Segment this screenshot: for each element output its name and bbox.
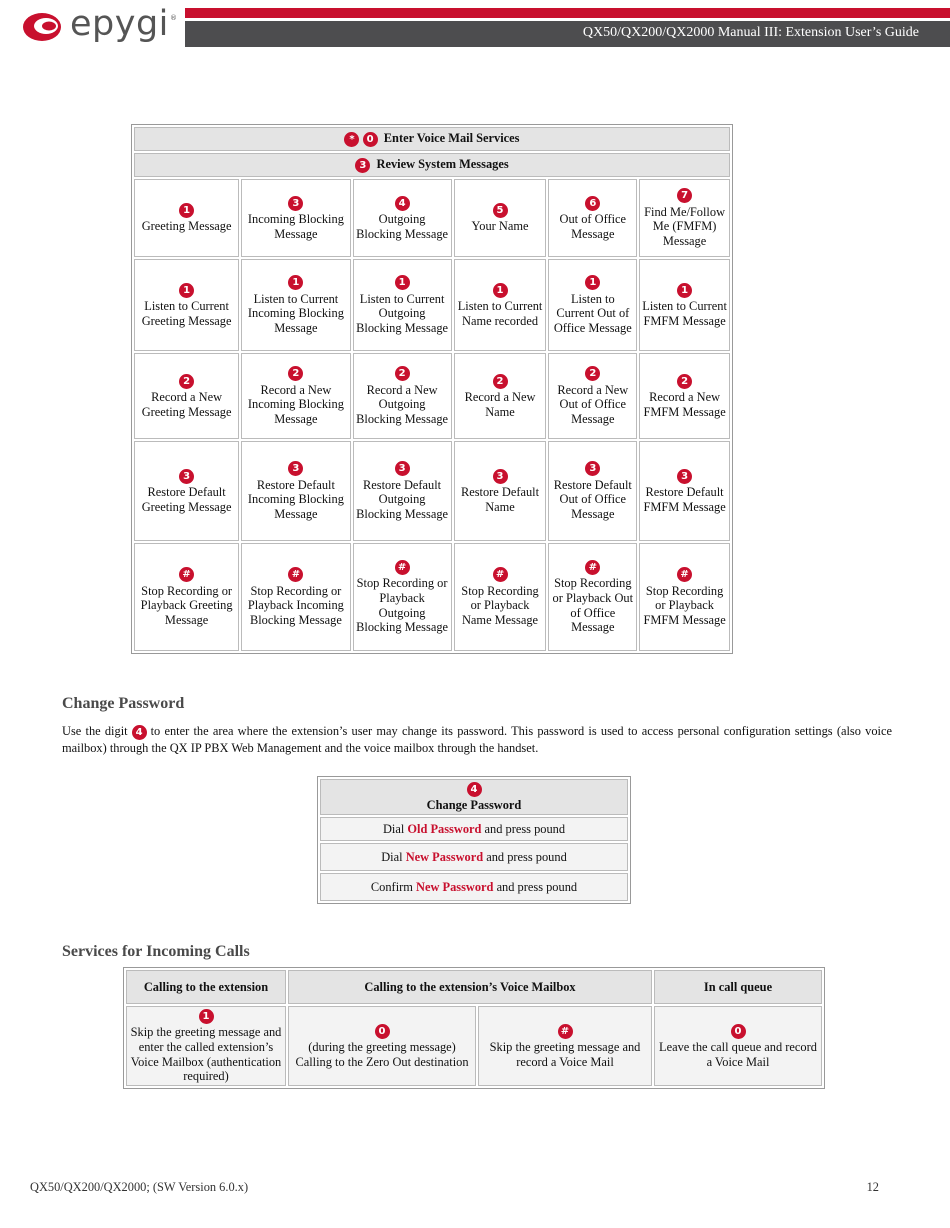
action-label: Listen to Current Name recorded	[457, 298, 543, 328]
action-cell	[241, 353, 350, 439]
change-password-heading: Change Password	[62, 695, 185, 712]
action-label: Stop Recording or Playback Name Message	[461, 583, 539, 627]
action-cell	[134, 543, 239, 651]
action-label: Stop Recording or Playback Incoming Blocking Message	[247, 583, 344, 627]
action-cell	[241, 259, 350, 351]
voicemail-action-rows	[134, 259, 730, 651]
key-icon: 7	[677, 188, 692, 203]
action-cell	[639, 259, 730, 351]
col-incoming-blocking	[241, 179, 350, 257]
action-label: Restore Default Incoming Blocking Message	[247, 477, 344, 521]
incoming-calls-table	[123, 967, 825, 1089]
action-cell	[548, 353, 637, 439]
action-label: Stop Recording or Playback FMFM Message	[643, 583, 726, 627]
col-label: Out of Office Message	[559, 211, 627, 241]
confirm-new-password-row	[320, 873, 628, 901]
row-prefix: Dial	[381, 849, 403, 864]
dial-old-password-row	[320, 817, 628, 841]
col-outgoing-blocking	[353, 179, 452, 257]
action-cell	[241, 543, 350, 651]
action-cell	[639, 441, 730, 541]
key-icon: 5	[493, 203, 508, 218]
key-icon: 1	[493, 283, 508, 298]
change-password-table	[317, 776, 631, 904]
action-label: Record a New Greeting Message	[141, 389, 232, 419]
row-suffix: and press pound	[484, 821, 566, 836]
key-4-icon: 4	[467, 782, 482, 797]
dial-new-password-row	[320, 843, 628, 871]
action-cell	[134, 259, 239, 351]
action-label: Record a New Name	[464, 389, 536, 419]
cell-label: Skip the greeting message and enter the called extension’s Voice Mailbox (authentication required)	[130, 1025, 282, 1084]
key-icon: 2	[395, 366, 410, 381]
key-icon: 1	[677, 283, 692, 298]
key-icon: 1	[395, 275, 410, 290]
row-emphasis: Old Password	[407, 821, 482, 836]
cell-label: Skip the greeting message and record a Voice Mail	[489, 1039, 641, 1069]
leave-queue-cell	[654, 1006, 822, 1086]
action-cell	[548, 543, 637, 651]
change-password-table-title	[320, 779, 628, 815]
key-icon: 3	[677, 469, 692, 484]
action-row	[134, 441, 730, 541]
enter-voicemail-row	[134, 127, 730, 151]
key-icon: #	[395, 560, 410, 575]
para-text-after: to enter the area where the extension’s user may change its password. This password is used to access personal configuration settings (also voice mailbox) through the QX IP PBX Web Management and the voice mailbox through the handset.	[62, 724, 892, 755]
action-label: Restore Default FMFM Message	[643, 484, 726, 514]
key-icon: #	[288, 567, 303, 582]
row-prefix: Confirm	[370, 879, 413, 894]
cell-label: (during the greeting message) Calling to the Zero Out destination	[295, 1039, 469, 1069]
footer-version: QX50/QX200/QX2000; (SW Version 6.0.x)	[30, 1180, 249, 1194]
key-icon: 1	[585, 275, 600, 290]
epygi-logo-swirl-icon	[22, 9, 66, 43]
action-label: Record a New Incoming Blocking Message	[247, 382, 344, 426]
key-0-icon: 0	[731, 1024, 746, 1039]
key-1-icon: 1	[199, 1009, 214, 1024]
action-cell	[548, 441, 637, 541]
action-cell	[353, 353, 452, 439]
review-system-messages-row	[134, 153, 730, 177]
col-label: Greeting Message	[141, 219, 232, 234]
action-cell	[454, 259, 547, 351]
zero-key-icon: 0	[363, 132, 378, 147]
action-cell	[353, 259, 452, 351]
action-cell	[241, 441, 350, 541]
key-icon: 4	[395, 196, 410, 211]
key-3-icon: 3	[355, 158, 370, 173]
action-label: Listen to Current Out of Office Message	[553, 291, 632, 335]
col-out-of-office	[548, 179, 637, 257]
pound-key-icon: #	[558, 1024, 573, 1039]
review-system-messages-label: Review System Messages	[376, 157, 509, 172]
key-icon: 6	[585, 196, 600, 211]
action-label: Listen to Current Greeting Message	[141, 298, 232, 328]
enter-voicemail-label: Enter Voice Mail Services	[383, 131, 520, 146]
col-fmfm	[639, 179, 730, 257]
header-calling-voicemailbox: Calling to the extension’s Voice Mailbox	[288, 970, 652, 1004]
registered-mark: ®	[170, 14, 177, 22]
key-icon: 2	[493, 374, 508, 389]
header-in-call-queue: In call queue	[654, 970, 822, 1004]
incoming-calls-heading: Services for Incoming Calls	[62, 943, 250, 960]
key-icon: 1	[288, 275, 303, 290]
key-4-icon: 4	[132, 725, 147, 740]
page-number: 12	[866, 1180, 879, 1194]
action-cell	[548, 259, 637, 351]
action-label: Restore Default Out of Office Message	[553, 477, 632, 521]
change-password-paragraph	[62, 723, 892, 757]
key-icon: #	[179, 567, 194, 582]
action-label: Record a New Out of Office Message	[557, 382, 629, 426]
header-red-bar	[185, 8, 950, 18]
action-cell	[454, 353, 547, 439]
key-icon: 2	[585, 366, 600, 381]
action-label: Stop Recording or Playback Out of Office Message	[552, 576, 634, 635]
key-icon: 2	[677, 374, 692, 389]
action-label: Stop Recording or Playback Outgoing Blocking Message	[356, 576, 449, 635]
key-icon: #	[493, 567, 508, 582]
row-suffix: and press pound	[486, 849, 567, 864]
action-cell	[639, 353, 730, 439]
action-label: Restore Default Outgoing Blocking Message	[356, 477, 449, 521]
row-emphasis: New Password	[416, 879, 494, 894]
key-icon: 3	[493, 469, 508, 484]
row-emphasis: New Password	[405, 849, 484, 864]
row-prefix: Dial	[382, 821, 405, 836]
key-icon: #	[585, 560, 600, 575]
star-key-icon: *	[344, 132, 359, 147]
action-cell	[134, 441, 239, 541]
action-label: Restore Default Name	[460, 484, 540, 514]
para-text-before: Use the digit	[62, 724, 128, 738]
col-your-name	[454, 179, 547, 257]
action-row	[134, 353, 730, 439]
col-greeting	[134, 179, 239, 257]
manual-title: QX50/QX200/QX2000 Manual III: Extension User’s Guide	[582, 25, 919, 40]
action-label: Record a New FMFM Message	[643, 389, 726, 419]
voicemail-services-table	[131, 124, 733, 654]
skip-greeting-auth-cell	[126, 1006, 286, 1086]
action-cell	[639, 543, 730, 651]
col-label: Your Name	[471, 219, 529, 234]
logo-text: epygi	[70, 4, 169, 44]
action-cell	[454, 543, 547, 651]
action-cell	[353, 441, 452, 541]
action-label: Record a New Outgoing Blocking Message	[356, 382, 449, 426]
key-icon: 1	[179, 283, 194, 298]
action-cell	[454, 441, 547, 541]
key-icon: 2	[288, 366, 303, 381]
action-label: Listen to Current Outgoing Blocking Message	[356, 291, 449, 335]
col-label: Outgoing Blocking Message	[356, 211, 449, 241]
key-icon: 3	[395, 461, 410, 476]
key-icon: 3	[288, 461, 303, 476]
key-icon: 1	[179, 203, 194, 218]
header-calling-extension: Calling to the extension	[126, 970, 286, 1004]
action-label: Listen to Current Incoming Blocking Message	[247, 291, 344, 335]
action-cell	[134, 353, 239, 439]
action-row	[134, 259, 730, 351]
action-label: Stop Recording or Playback Greeting Message	[140, 583, 233, 627]
action-label: Listen to Current FMFM Message	[642, 298, 727, 328]
skip-greeting-record-cell	[478, 1006, 652, 1086]
cell-label: Leave the call queue and record a Voice Mail	[659, 1039, 817, 1069]
col-label: Incoming Blocking Message	[247, 211, 344, 241]
action-cell	[353, 543, 452, 651]
change-password-title: Change Password	[426, 798, 522, 813]
action-label: Restore Default Greeting Message	[141, 484, 232, 514]
key-icon: #	[677, 567, 692, 582]
key-icon: 3	[585, 461, 600, 476]
key-icon: 3	[288, 196, 303, 211]
zero-out-cell	[288, 1006, 476, 1086]
key-icon: 3	[179, 469, 194, 484]
col-label: Find Me/Follow Me (FMFM) Message	[644, 204, 726, 248]
key-icon: 2	[179, 374, 194, 389]
row-suffix: and press pound	[496, 879, 578, 894]
action-row	[134, 543, 730, 651]
key-0-icon: 0	[375, 1024, 390, 1039]
